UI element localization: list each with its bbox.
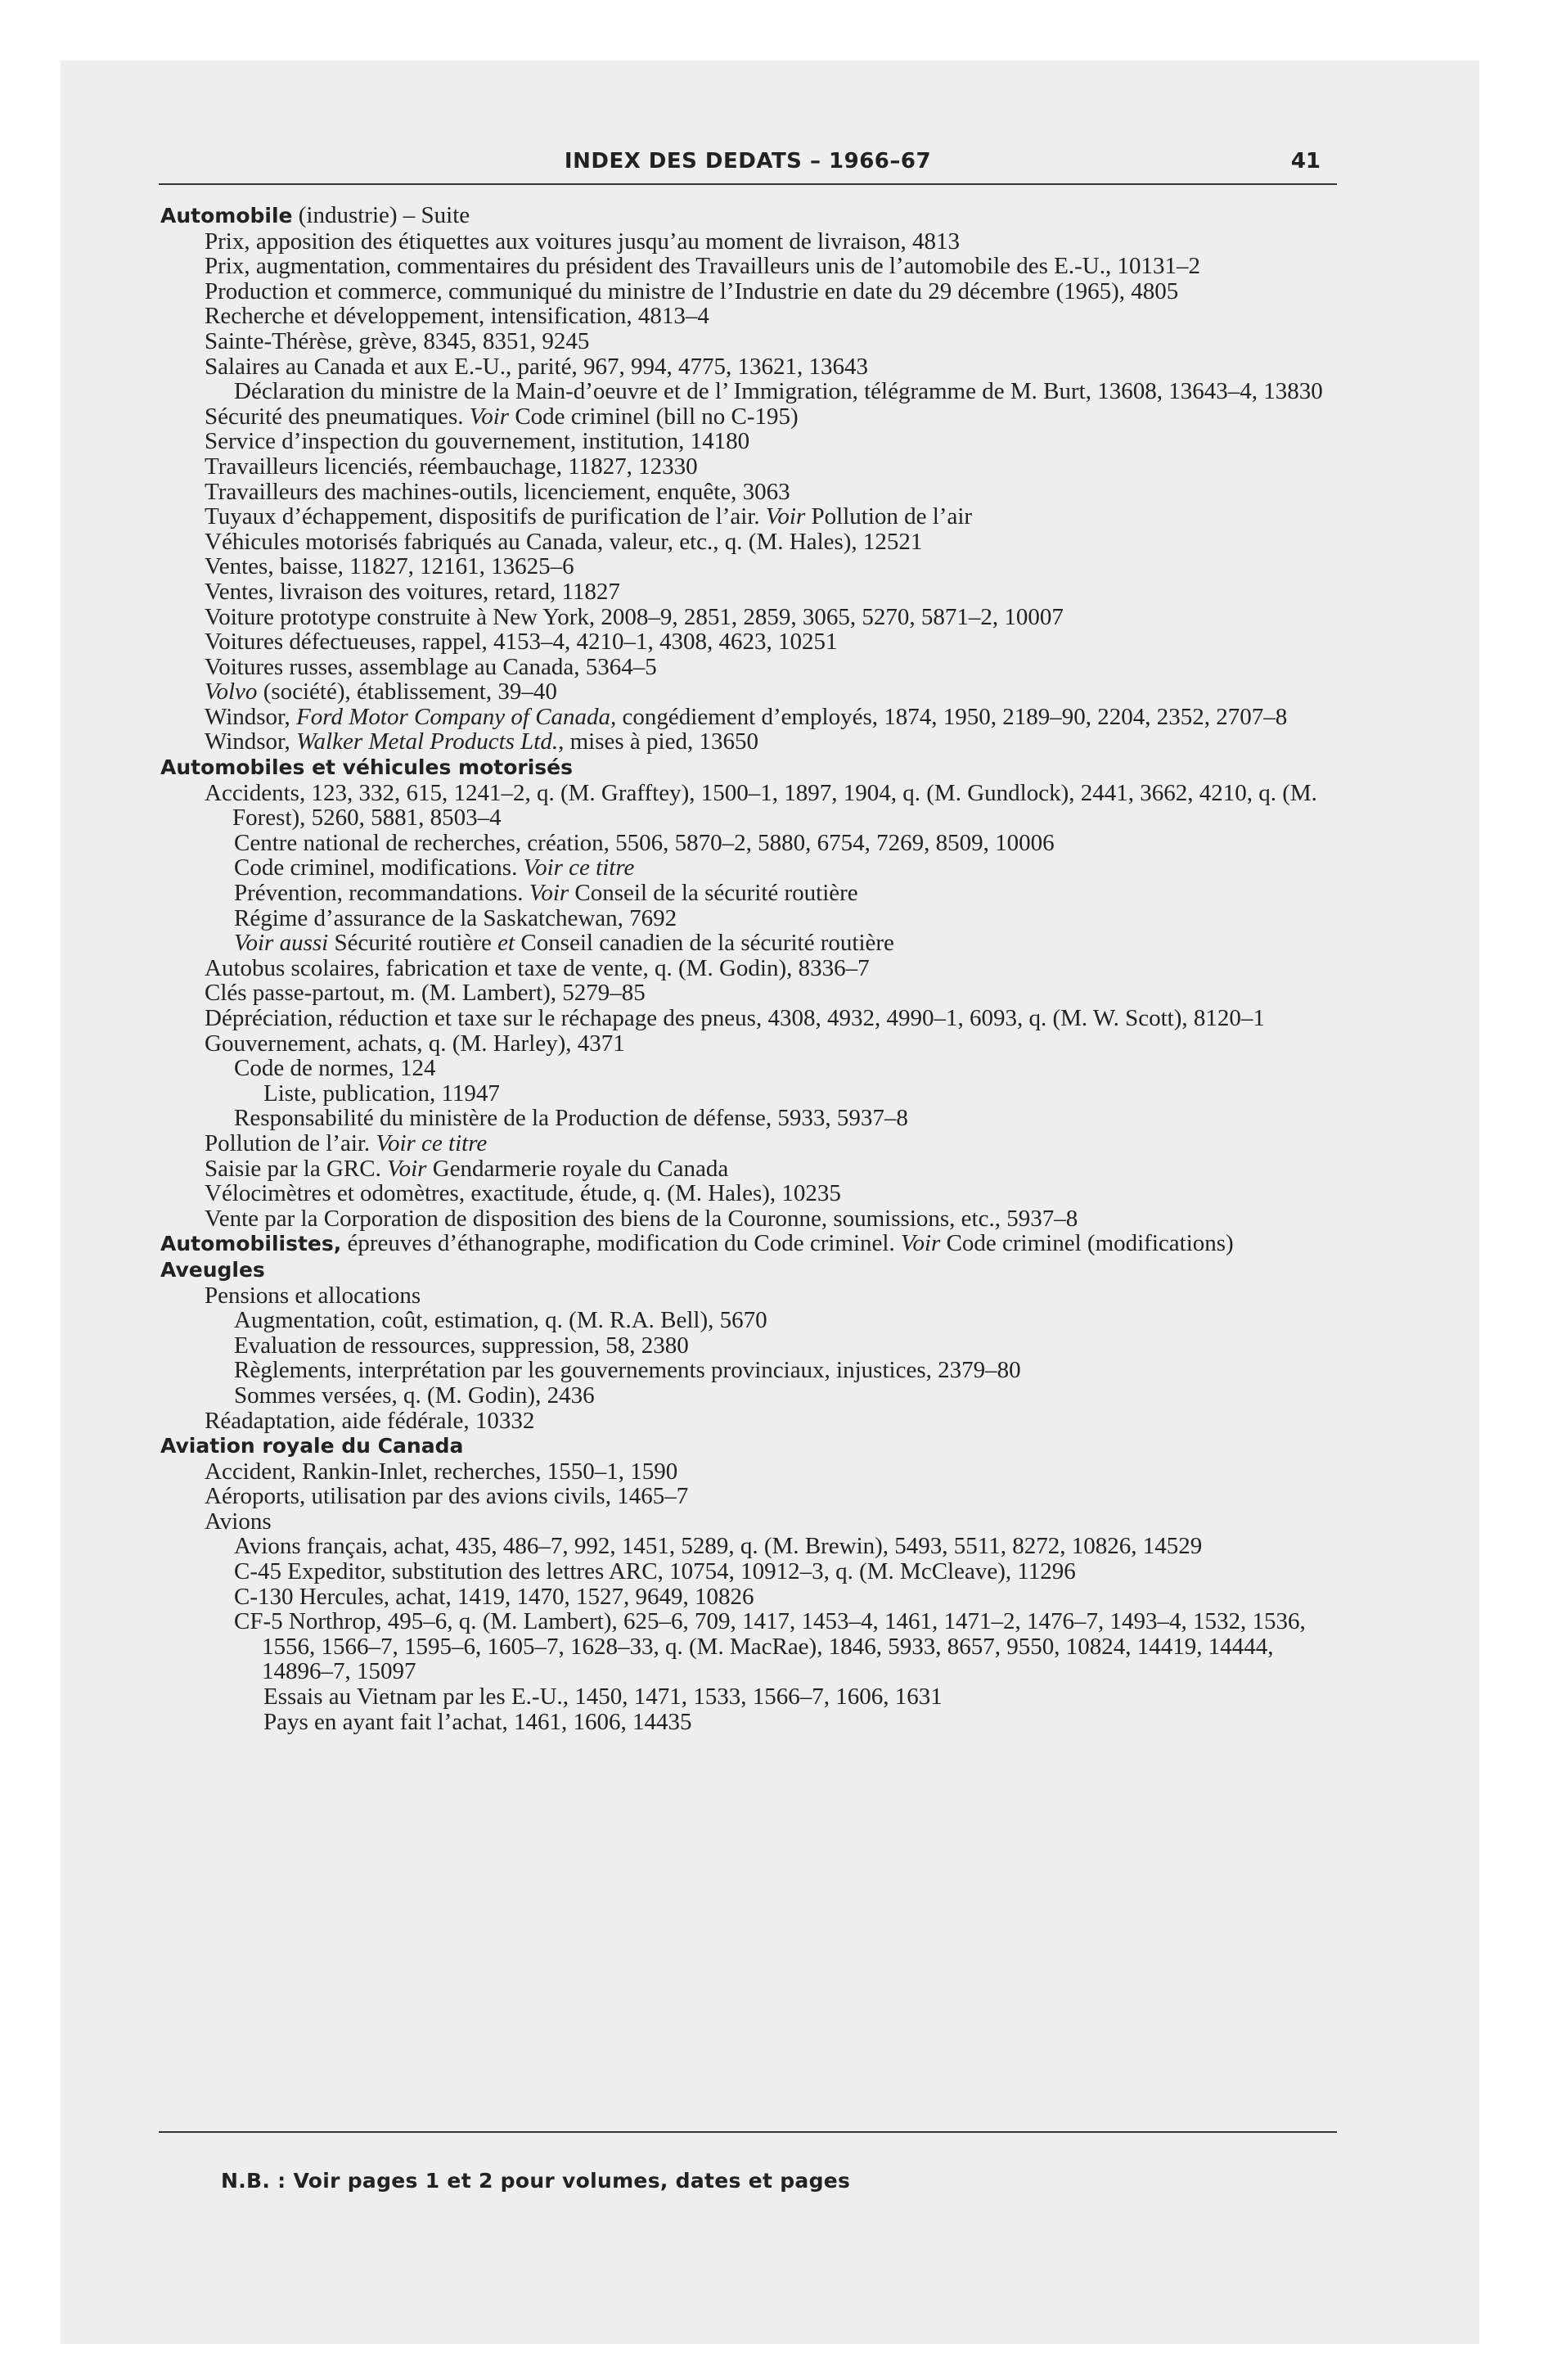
page-title: INDEX DES DEDATS – 1966–67 bbox=[564, 149, 932, 174]
entry-text: Code criminel, modifications. bbox=[234, 854, 524, 881]
index-heading bbox=[159, 755, 1337, 781]
entry-text: Régime d’assurance de la Saskatchewan, 7692 bbox=[234, 904, 677, 931]
index-entry bbox=[159, 705, 1337, 730]
running-header bbox=[159, 141, 1337, 183]
entry-text: Travailleurs licenciés, réembauchage, 11827, 12330 bbox=[205, 453, 698, 480]
entry-text: Voitures russes, assemblage au Canada, 5364–5 bbox=[205, 653, 657, 680]
entry-italic-text: Voir ce titre bbox=[376, 1129, 488, 1156]
entry-text: Prix, augmentation, commentaires du président des Travailleurs unis de l’automobile des E.-U., 10131–2 bbox=[205, 253, 1200, 280]
entry-text: Tuyaux d’échappement, dispositifs de purification de l’air. bbox=[205, 503, 766, 530]
entry-text: Saisie par la GRC. bbox=[205, 1155, 388, 1182]
entry-text: Accident, Rankin-Inlet, recherches, 1550–1, 1590 bbox=[205, 1458, 678, 1485]
entry-text: Sommes versées, q. (M. Godin), 2436 bbox=[234, 1382, 595, 1409]
index-entry bbox=[159, 254, 1337, 279]
index-entry bbox=[159, 1459, 1337, 1485]
entry-text: Sécurité routière bbox=[328, 930, 498, 957]
entry-text: C-130 Hercules, achat, 1419, 1470, 1527, 9649, 10826 bbox=[234, 1583, 754, 1610]
entry-text: Pollution de l’air. bbox=[205, 1129, 376, 1156]
index-entry bbox=[159, 1056, 1337, 1081]
entry-text: Pays en ayant fait l’achat, 1461, 1606, 14435 bbox=[263, 1708, 692, 1735]
index-entry bbox=[159, 781, 1337, 831]
index-entry bbox=[159, 504, 1337, 530]
entry-text: Sécurité des pneumatiques. bbox=[205, 403, 470, 430]
entry-text: Code de normes, 124 bbox=[234, 1055, 436, 1082]
entry-text: Conseil de la sécurité routière bbox=[569, 880, 858, 907]
index-entry bbox=[159, 279, 1337, 304]
index-entry bbox=[159, 629, 1337, 655]
index-heading bbox=[159, 203, 1337, 229]
entry-text: Véhicules motorisés fabriqués au Canada, valeur, etc., q. (M. Hales), 12521 bbox=[205, 528, 923, 555]
index-entry bbox=[159, 831, 1337, 856]
entry-text: Service d’inspection du gouvernement, institution, 14180 bbox=[205, 428, 750, 455]
entry-text: Ventes, baisse, 11827, 12161, 13625–6 bbox=[205, 553, 574, 580]
index-heading bbox=[159, 1231, 1337, 1257]
index-entry bbox=[159, 1484, 1337, 1509]
index-entry bbox=[159, 329, 1337, 354]
entry-text: Clés passe-partout, m. (M. Lambert), 5279–85 bbox=[205, 980, 646, 1007]
entry-text: congédiement d’employés, 1874, 1950, 2189–90, 2204, 2352, 2707–8 bbox=[616, 703, 1288, 730]
entry-text: Pollution de l’air bbox=[805, 503, 973, 530]
entry-heading-text: Aveugles bbox=[160, 1257, 265, 1282]
index-entry bbox=[159, 655, 1337, 680]
entry-text: Evaluation de ressources, suppression, 58, 2380 bbox=[234, 1332, 689, 1359]
index-entry bbox=[159, 906, 1337, 931]
index-entry bbox=[159, 855, 1337, 881]
index-entry bbox=[159, 1283, 1337, 1309]
index-entry bbox=[159, 1684, 1337, 1710]
index-entry bbox=[159, 1609, 1337, 1684]
entry-text: Vélocimètres et odomètres, exactitude, étude, q. (M. Hales), 10235 bbox=[205, 1180, 841, 1207]
entry-text: Augmentation, coût, estimation, q. (M. R.A. Bell), 5670 bbox=[234, 1307, 767, 1334]
entry-text: (société), établissement, 39–40 bbox=[257, 678, 557, 705]
entry-italic-text: Voir bbox=[765, 503, 806, 530]
entry-text: Prix, apposition des étiquettes aux voitures jusqu’au moment de livraison, 4813 bbox=[205, 228, 961, 255]
entry-text: Windsor, bbox=[205, 703, 297, 730]
entry-text: (industrie) – Suite bbox=[292, 202, 470, 228]
page-number: 41 bbox=[1290, 149, 1321, 174]
entry-text: Gouvernement, achats, q. (M. Harley), 4371 bbox=[205, 1030, 625, 1057]
index-entry bbox=[159, 1031, 1337, 1057]
index-entry bbox=[159, 1006, 1337, 1031]
entry-text: Avions bbox=[205, 1508, 272, 1535]
index-entry bbox=[159, 1131, 1337, 1156]
index-entry bbox=[159, 1156, 1337, 1182]
entry-italic-text: Ford Motor Company of Canada, bbox=[296, 703, 617, 730]
index-entry bbox=[159, 679, 1337, 705]
footer-note: N.B. : Voir pages 1 et 2 pour volumes, dates et pages bbox=[221, 2169, 851, 2193]
entry-italic-text: Voir bbox=[529, 880, 569, 907]
entry-text: Déclaration du ministre de la Main-d’oeuvre et de l’ Immigration, télégramme de M. Burt, 13608, 13643–4, 13830 bbox=[234, 378, 1323, 405]
entry-heading-text: Aviation royale du Canada bbox=[160, 1434, 464, 1458]
footer-rule bbox=[159, 2131, 1337, 2133]
index-entry bbox=[159, 1534, 1337, 1559]
entry-text: Pensions et allocations bbox=[205, 1282, 421, 1309]
entry-text: Dépréciation, réduction et taxe sur le réchapage des pneus, 4308, 4932, 4990–1, 6093, q. (M. W. Scott), 8120–1 bbox=[205, 1005, 1265, 1031]
index-entry bbox=[159, 579, 1337, 605]
index-entry bbox=[159, 229, 1337, 255]
entry-italic-text: Voir aussi bbox=[234, 930, 329, 957]
entry-text: Ventes, livraison des voitures, retard, 11827 bbox=[205, 578, 620, 605]
index-entry bbox=[159, 980, 1337, 1006]
index-entry bbox=[159, 1710, 1337, 1735]
index-entry bbox=[159, 1308, 1337, 1333]
index-entry bbox=[159, 429, 1337, 454]
entry-italic-text: Walker Metal Products Ltd. bbox=[296, 728, 559, 755]
index-entry bbox=[159, 1509, 1337, 1535]
entry-italic-text: Volvo bbox=[205, 678, 258, 705]
entry-italic-text: et bbox=[497, 930, 515, 957]
index-entry bbox=[159, 1181, 1337, 1206]
index-entry bbox=[159, 1584, 1337, 1610]
entry-text: Liste, publication, 11947 bbox=[263, 1080, 500, 1107]
entry-text: Vente par la Corporation de disposition des biens de la Couronne, soumissions, etc., 5937–8 bbox=[205, 1205, 1078, 1232]
entry-text: Autobus scolaires, fabrication et taxe de vente, q. (M. Godin), 8336–7 bbox=[205, 954, 870, 981]
entry-heading-text: Automobile bbox=[160, 204, 293, 228]
index-entry bbox=[159, 1106, 1337, 1131]
index-entry bbox=[159, 729, 1337, 755]
entry-text: Règlements, interprétation par les gouvernements provinciaux, injustices, 2379–80 bbox=[234, 1357, 1021, 1384]
entry-text: Travailleurs des machines-outils, licenciement, enquête, 3063 bbox=[205, 478, 790, 505]
index-entry bbox=[159, 304, 1337, 329]
index-entry bbox=[159, 1358, 1337, 1383]
index-entry bbox=[159, 1333, 1337, 1359]
entry-text: CF-5 Northrop, 495–6, q. (M. Lambert), 625–6, 709, 1417, 1453–4, 1461, 1471–2, 1476–7, 1493–4, 1532, 1536, 1556, 1566–7, 1595–6, 1605–7, 1628–33, q. (M. MacRae), 1846, 5933, 8657, 9550, 10824, 14419, 14444, 14896–7, 15097 bbox=[234, 1608, 1306, 1685]
entry-text: Aéroports, utilisation par des avions civils, 1465–7 bbox=[205, 1483, 689, 1510]
index-entry bbox=[159, 404, 1337, 430]
entry-text: Responsabilité du ministère de la Production de défense, 5933, 5937–8 bbox=[234, 1105, 908, 1132]
entry-text: Recherche et développement, intensification, 4813–4 bbox=[205, 303, 709, 330]
entry-italic-text: Voir ce titre bbox=[523, 854, 635, 881]
entry-text: Code criminel (bill no C-195) bbox=[509, 403, 799, 430]
entry-text: C-45 Expeditor, substitution des lettres ARC, 10754, 10912–3, q. (M. McCleave), 11296 bbox=[234, 1558, 1076, 1585]
entry-text: Voitures défectueuses, rappel, 4153–4, 4210–1, 4308, 4623, 10251 bbox=[205, 629, 838, 656]
entry-text: Accidents, 123, 332, 615, 1241–2, q. (M. Grafftey), 1500–1, 1897, 1904, q. (M. Gundlock), 2441, 3662, 4210, q. (M. Forest), 5260, 5881, 8503–4 bbox=[205, 779, 1317, 832]
entry-text: épreuves d’éthanographe, modification du Code criminel. bbox=[341, 1230, 901, 1257]
index-entry bbox=[159, 379, 1337, 404]
index-heading bbox=[159, 1257, 1337, 1283]
entry-text: , mises à pied, 13650 bbox=[558, 728, 758, 755]
entry-text: Réadaptation, aide fédérale, 10332 bbox=[205, 1407, 535, 1434]
index-entry bbox=[159, 1383, 1337, 1409]
entry-heading-text: Automobiles et véhicules motorisés bbox=[160, 755, 573, 780]
entry-text: Production et commerce, communiqué du ministre de l’Industrie en date du 29 décembre (1965), 4805 bbox=[205, 277, 1179, 304]
index-list bbox=[159, 203, 1337, 1734]
entry-italic-text: Voir bbox=[900, 1230, 941, 1257]
index-entry bbox=[159, 530, 1337, 555]
index-entry bbox=[159, 1206, 1337, 1232]
index-entry bbox=[159, 1409, 1337, 1434]
entry-text: Essais au Vietnam par les E.-U., 1450, 1471, 1533, 1566–7, 1606, 1631 bbox=[263, 1684, 943, 1711]
entry-text: Code criminel (modifications) bbox=[940, 1230, 1234, 1257]
entry-text: Avions français, achat, 435, 486–7, 992, 1451, 5289, q. (M. Brewin), 5493, 5511, 8272, 10826, 14529 bbox=[234, 1533, 1203, 1560]
index-entry bbox=[159, 956, 1337, 981]
entry-text: Windsor, bbox=[205, 728, 297, 755]
index-entry bbox=[159, 354, 1337, 380]
index-entry bbox=[159, 931, 1337, 956]
entry-text: Voiture prototype construite à New York, 2008–9, 2851, 2859, 3065, 5270, 5871–2, 10007 bbox=[205, 603, 1064, 630]
page-content bbox=[159, 141, 1337, 1734]
entry-text: Conseil canadien de la sécurité routière bbox=[515, 930, 894, 957]
entry-text: Prévention, recommandations. bbox=[234, 880, 529, 907]
index-entry bbox=[159, 1559, 1337, 1584]
entry-heading-text: Automobilistes, bbox=[160, 1232, 342, 1256]
index-entry bbox=[159, 554, 1337, 579]
entry-italic-text: Voir bbox=[469, 403, 510, 430]
index-entry bbox=[159, 454, 1337, 480]
entry-text: Salaires au Canada et aux E.-U., parité, 967, 994, 4775, 13621, 13643 bbox=[205, 353, 869, 380]
entry-italic-text: Voir bbox=[387, 1155, 427, 1182]
index-entry bbox=[159, 605, 1337, 630]
entry-text: Sainte-Thérèse, grève, 8345, 8351, 9245 bbox=[205, 327, 590, 354]
index-entry bbox=[159, 1081, 1337, 1107]
entry-text: Gendarmerie royale du Canada bbox=[426, 1155, 729, 1182]
header-rule bbox=[159, 183, 1337, 185]
entry-text: Centre national de recherches, création, 5506, 5870–2, 5880, 6754, 7269, 8509, 10006 bbox=[234, 829, 1055, 856]
index-heading bbox=[159, 1433, 1337, 1459]
index-entry bbox=[159, 881, 1337, 906]
index-entry bbox=[159, 480, 1337, 505]
